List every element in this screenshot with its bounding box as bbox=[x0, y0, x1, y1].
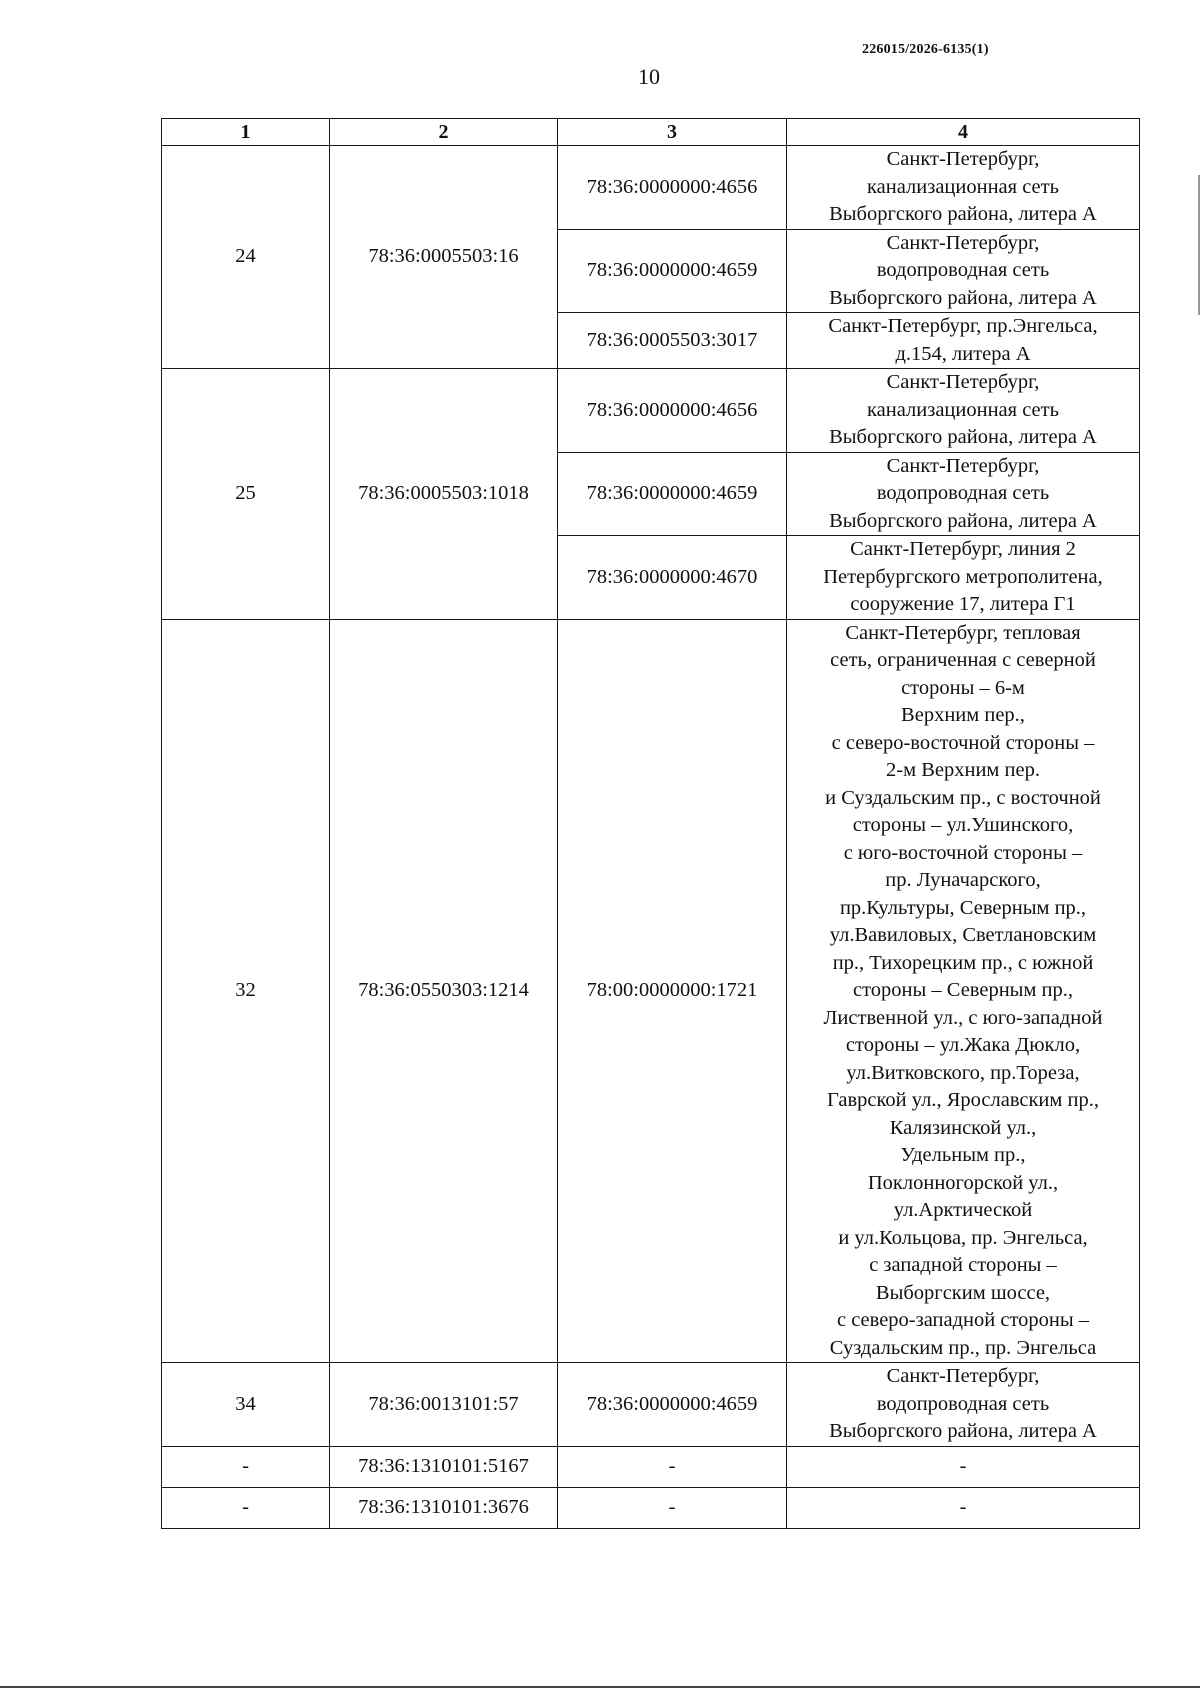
address-cell: Санкт-Петербург, водопроводная сеть Выборгского района, литера А bbox=[787, 229, 1140, 313]
table-row bbox=[162, 1487, 1140, 1528]
object-number-cell: - bbox=[558, 1487, 787, 1528]
cadastral-number-cell: 78:36:0005503:1018 bbox=[330, 369, 558, 620]
cadastral-number-cell: 78:36:0550303:1214 bbox=[330, 619, 558, 1363]
row-number-cell: 32 bbox=[162, 619, 330, 1363]
register-table bbox=[161, 118, 1140, 1529]
address-cell: Санкт-Петербург, линия 2 Петербургского метрополитена, сооружение 17, литера Г1 bbox=[787, 536, 1140, 620]
address-cell: Санкт-Петербург, канализационная сеть Выборгского района, литера А bbox=[787, 369, 1140, 453]
table-row bbox=[162, 369, 1140, 453]
address-cell: Санкт-Петербург, тепловая сеть, ограниченная с северной стороны – 6-м Верхним пер., с северо-восточной стороны – 2-м Верхним пер. и Суздальским пр., с восточной стороны – ул.Ушинского, с юго-восточной стороны – пр. Луначарского, пр.Культуры, Северным пр., ул.Вавиловых, Светлановским пр., Тихорецким пр., с южной стороны – Северным пр., Лиственной ул., с юго-западной стороны – ул.Жака Дюкло, ул.Витковского, пр.Тореза, Гаврской ул., Ярославским пр., Калязинской ул., Удельным пр., Поклонногорской ул., ул.Арктической и ул.Кольцова, пр. Энгельса, с западной стороны – Выборгским шоссе, с северо-западной стороны – Суздальским пр., пр. Энгельса bbox=[787, 619, 1140, 1363]
row-number-cell: - bbox=[162, 1487, 330, 1528]
cadastral-number-cell: 78:36:1310101:3676 bbox=[330, 1487, 558, 1528]
row-number-cell: 24 bbox=[162, 146, 330, 369]
address-cell: - bbox=[787, 1487, 1140, 1528]
cadastral-number-cell: 78:36:1310101:5167 bbox=[330, 1446, 558, 1487]
object-number-cell: 78:36:0000000:4656 bbox=[558, 146, 787, 230]
address-cell: Санкт-Петербург, канализационная сеть Выборгского района, литера А bbox=[787, 146, 1140, 230]
table-row bbox=[162, 1363, 1140, 1447]
address-cell: Санкт-Петербург, водопроводная сеть Выборгского района, литера А bbox=[787, 1363, 1140, 1447]
object-number-cell: - bbox=[558, 1446, 787, 1487]
cadastral-number-cell: 78:36:0013101:57 bbox=[330, 1363, 558, 1447]
object-number-cell: 78:36:0000000:4659 bbox=[558, 229, 787, 313]
table-row bbox=[162, 1446, 1140, 1487]
object-number-cell: 78:36:0005503:3017 bbox=[558, 313, 787, 369]
register-table-container bbox=[161, 118, 1140, 1529]
table-row bbox=[162, 146, 1140, 230]
row-number-cell: - bbox=[162, 1446, 330, 1487]
table-row bbox=[162, 619, 1140, 1363]
object-number-cell: 78:36:0000000:4659 bbox=[558, 452, 787, 536]
row-number-cell: 34 bbox=[162, 1363, 330, 1447]
address-cell: Санкт-Петербург, водопроводная сеть Выборгского района, литера А bbox=[787, 452, 1140, 536]
scan-bottom-line bbox=[0, 1686, 1200, 1688]
cadastral-number-cell: 78:36:0005503:16 bbox=[330, 146, 558, 369]
address-cell: - bbox=[787, 1446, 1140, 1487]
row-number-cell: 25 bbox=[162, 369, 330, 620]
page-number: 10 bbox=[638, 64, 660, 89]
column-header: 3 bbox=[558, 119, 787, 146]
object-number-cell: 78:36:0000000:4659 bbox=[558, 1363, 787, 1447]
document-number: 226015/2026-6135(1) bbox=[862, 42, 989, 57]
column-header: 1 bbox=[162, 119, 330, 146]
column-header: 2 bbox=[330, 119, 558, 146]
table-header-row bbox=[162, 119, 1140, 146]
object-number-cell: 78:36:0000000:4656 bbox=[558, 369, 787, 453]
column-header: 4 bbox=[787, 119, 1140, 146]
object-number-cell: 78:36:0000000:4670 bbox=[558, 536, 787, 620]
object-number-cell: 78:00:0000000:1721 bbox=[558, 619, 787, 1363]
address-cell: Санкт-Петербург, пр.Энгельса, д.154, литера А bbox=[787, 313, 1140, 369]
